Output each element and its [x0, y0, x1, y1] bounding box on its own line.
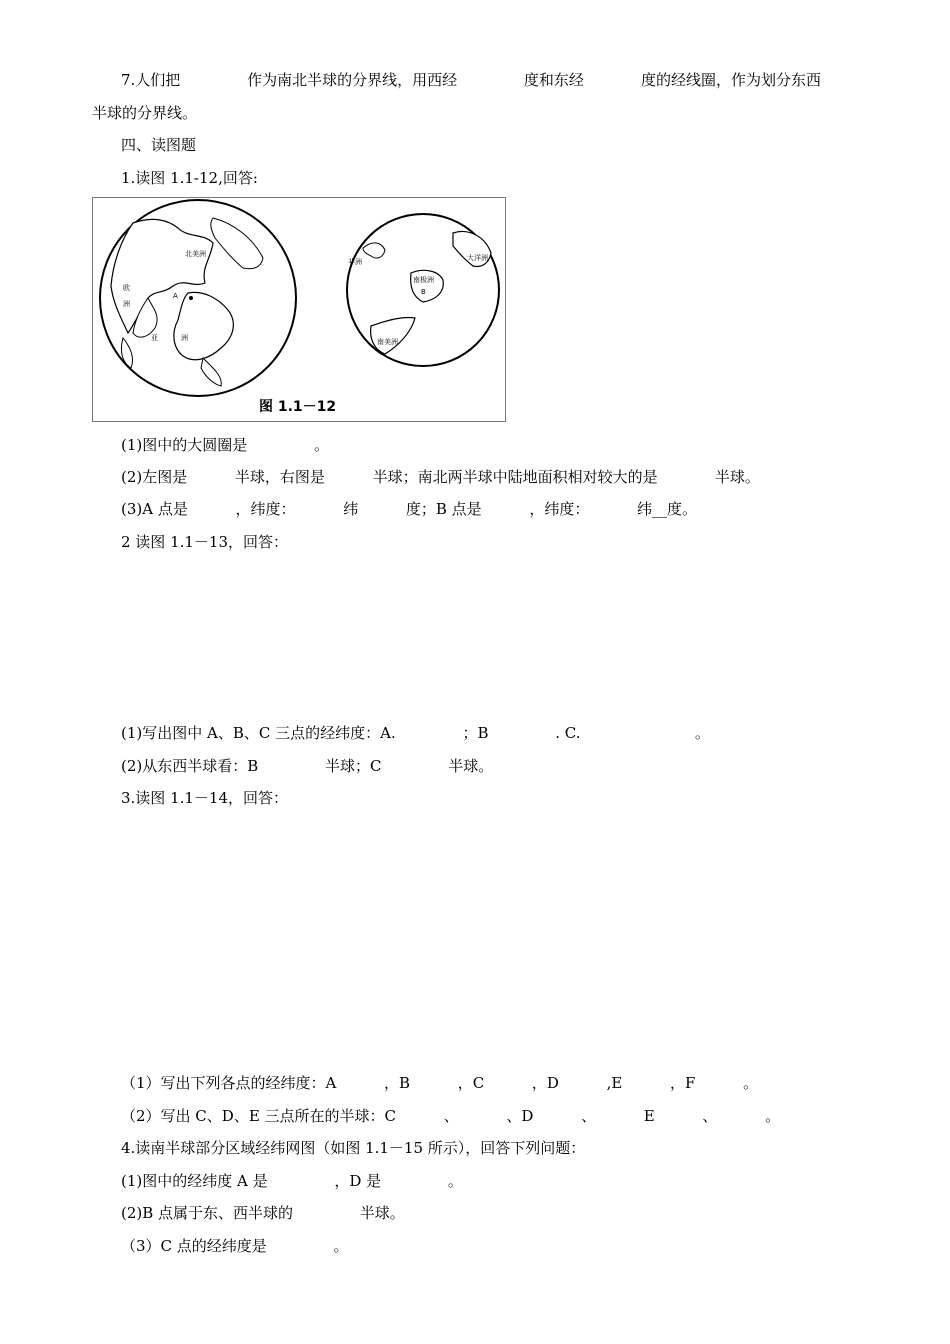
label-europe: 欧	[123, 284, 130, 292]
question-4-part-2: (2)B 点属于东、西半球的 半球。	[121, 1204, 405, 1222]
q7-line-1: 7.人们把 作为南北半球的分界线，用西经 度和东经 度的经线圈，作为划分东西	[121, 71, 822, 89]
question-4-part-1: (1)图中的经纬度 A 是 ，D 是 。	[121, 1172, 463, 1190]
south-hemisphere-globe	[347, 214, 499, 366]
question-3-heading: 3.读图 1.1－14，回答：	[121, 789, 289, 807]
question-1-part-3: (3)A 点是 ，纬度： 纬 度；B 点是 ，纬度： 纬__度。	[121, 500, 698, 518]
question-4-heading: 4.读南半球部分区域经纬网图（如图 1.1－15 所示），回答下列问题：	[121, 1139, 586, 1157]
question-2-part-2: (2)从东西半球看：B 半球；C 半球。	[121, 757, 494, 775]
label-asia: 亚	[151, 334, 158, 342]
label-point-a: A	[173, 292, 178, 300]
label-antarctica: 南极洲	[413, 276, 434, 284]
hemisphere-figure	[92, 197, 506, 422]
label-asia-2: 洲	[181, 334, 188, 342]
north-hemisphere-globe	[100, 200, 296, 396]
section-heading: 四、读图题	[121, 136, 197, 154]
question-2-part-1: (1)写出图中 A、B、C 三点的经纬度：A. ；B . C. 。	[121, 724, 710, 742]
q7-line-2: 半球的分界线。	[92, 104, 198, 122]
hemisphere-maps	[93, 198, 507, 423]
label-africa: 非洲	[348, 258, 362, 266]
question-3-part-1: （1）写出下列各点的经纬度：A ，B ，C ，D ,E ，F 。	[121, 1074, 759, 1092]
question-1-heading: 1.读图 1.1-12,回答:	[121, 169, 258, 187]
question-1-part-1: (1)图中的大圆圈是 。	[121, 436, 330, 454]
question-1-part-2: (2)左图是 半球，右图是 半球；南北两半球中陆地面积相对较大的是 半球。	[121, 468, 760, 486]
label-point-b: B	[421, 288, 426, 296]
label-europe-2: 洲	[123, 300, 130, 308]
label-north-america: 北美洲	[185, 250, 206, 258]
label-south-america: 南美洲	[377, 338, 398, 346]
question-3-part-2: （2）写出 C、D、E 三点所在的半球：C 、 、D 、 E 、 。	[121, 1107, 781, 1125]
figure-caption: 图 1.1－12	[259, 399, 337, 415]
question-4-part-3: （3）C 点的经纬度是 。	[121, 1237, 349, 1255]
label-oceania: 大洋洲	[467, 254, 488, 262]
question-2-heading: 2 读图 1.1－13，回答：	[121, 533, 289, 551]
